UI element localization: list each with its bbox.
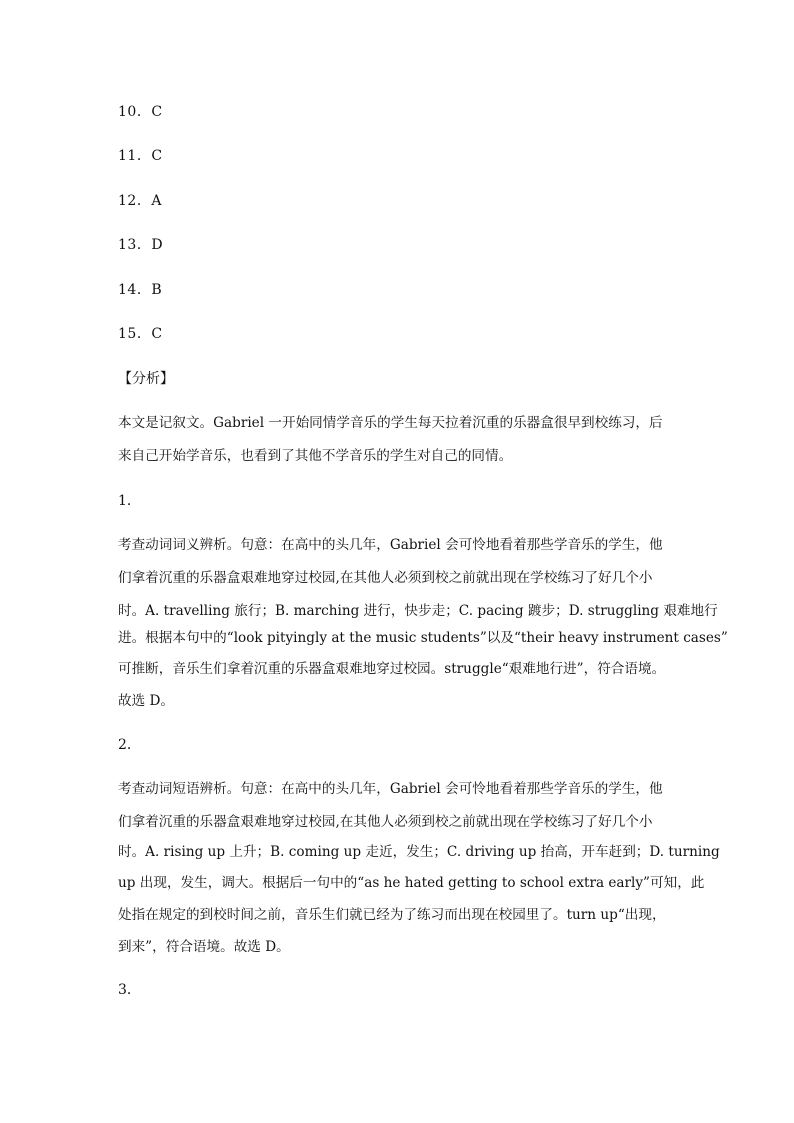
explanation-line: 考查动词短语辨析。句意：在高中的头几年，Gabriel 会可怜地看着那些学音乐的学生，他 xyxy=(118,781,663,797)
analysis-heading: 【分析】 xyxy=(118,371,174,387)
answer-item-12: 12．A xyxy=(118,193,162,209)
explanation-line: 时。A. rising up 上升；B. coming up 走近，发生；C. driving up 抬高，开车赶到；D. turning xyxy=(118,844,720,860)
answer-item-11: 11．C xyxy=(118,148,163,164)
question-number-2: 2． xyxy=(118,737,141,753)
explanation-line: 可推断，音乐生们拿着沉重的乐器盒艰难地穿过校园。struggle“艰难地行进”，符合语境。 xyxy=(118,661,666,677)
question-number-3: 3． xyxy=(118,982,141,998)
answer-item-15: 15．C xyxy=(118,326,163,342)
explanation-line: 考查动词词义辨析。句意：在高中的头几年，Gabriel 会可怜地看着那些学音乐的学生，他 xyxy=(118,537,663,553)
answer-item-14: 14．B xyxy=(118,282,163,298)
explanation-line: 们拿着沉重的乐器盒艰难地穿过校园,在其他人必须到校之前就出现在学校练习了好几个小 xyxy=(118,814,653,830)
answer-item-13: 13．D xyxy=(118,237,164,253)
explanation-line: 进。根据本句中的“look pityingly at the music students”以及“their heavy instrument cases” xyxy=(118,630,728,646)
explanation-line: 时。A. travelling 旅行；B. marching 进行，快步走；C. pacing 踱步；D. struggling 艰难地行 xyxy=(118,603,718,619)
summary-line: 本文是记叙文。Gabriel 一开始同情学音乐的学生每天拉着沉重的乐器盒很早到校练习，后 xyxy=(118,415,663,431)
explanation-line: up 出现，发生，调大。根据后一句中的“as he hated getting to school extra early”可知，此 xyxy=(118,875,705,891)
explanation-line: 处指在规定的到校时间之前，音乐生们就已经为了练习而出现在校园里了。turn up“出现， xyxy=(118,907,666,923)
answer-item-10: 10．C xyxy=(118,104,163,120)
explanation-line: 故选 D。 xyxy=(118,693,175,709)
explanation-line: 到来”，符合语境。故选 D。 xyxy=(118,939,290,955)
question-number-1: 1． xyxy=(118,493,141,509)
summary-line: 来自己开始学音乐，也看到了其他不学音乐的学生对自己的同情。 xyxy=(118,448,513,464)
explanation-line: 们拿着沉重的乐器盒艰难地穿过校园,在其他人必须到校之前就出现在学校练习了好几个小 xyxy=(118,570,653,586)
